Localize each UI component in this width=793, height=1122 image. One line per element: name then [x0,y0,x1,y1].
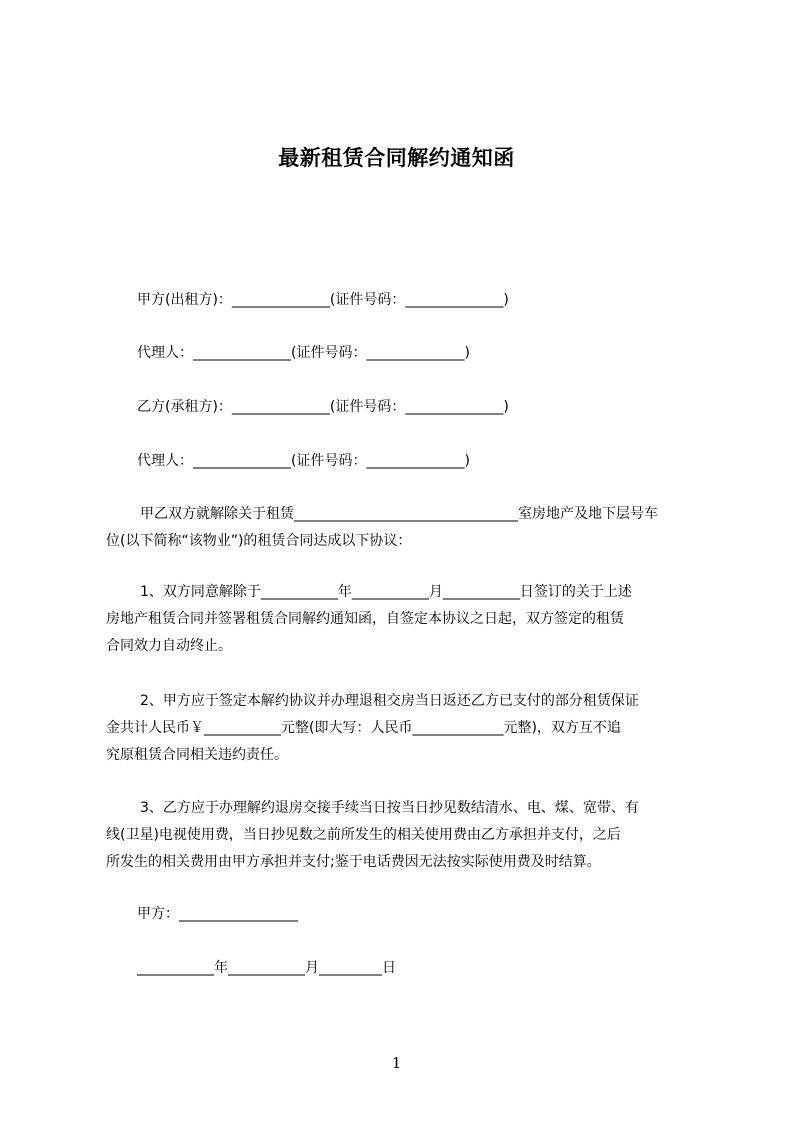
clause-1 [106,579,701,660]
intro-line: 位(以下简称“该物业”)的租赁合同达成以下协议： [106,533,412,549]
signature-date: ___________年___________月_________日 [137,960,396,976]
agent-a-field: 代理人：______________(证件号码：______________) [137,345,470,361]
signature-party-a: 甲方：_________________ [137,906,298,922]
document-title: 最新租赁合同解约通知函 [278,146,515,170]
clause-2 [106,688,701,769]
clause-3-line: 3、乙方应于办理解约退房交接手续当日按当日抄见数结清水、电、煤、宽带、有 [140,800,639,816]
clause-2-line: 究原租赁合同相关违约责任。 [106,747,288,763]
clause-1-line: 1、双方同意解除于___________年___________月___________日签订的关于上述 [140,584,632,600]
clause-1-line: 房地产租赁合同并签署租赁合同解约通知函，自签定本协议之日起，双方签定的租赁 [106,611,624,627]
clause-3-line: 所发生的相关费用由甲方承担并支付;鉴于电话费因无法按实际使用费及时结算。 [106,854,601,870]
intro-paragraph [106,501,701,555]
clause-1-line: 合同效力自动终止。 [106,638,232,654]
intro-line: 甲乙双方就解除关于租赁________________________________室房地产及地下层号车 [140,506,658,522]
party-b-field: 乙方(承租方)：______________(证件号码：______________) [137,399,509,415]
clause-3 [106,795,701,876]
clause-3-line: 线(卫星)电视使用费，当日抄见数之前所发生的相关使用费由乙方承担并支付，之后 [106,827,621,843]
clause-2-line: 2、甲方应于签定本解约协议并办理退租交房当日返还乙方已支付的部分租赁保证 [140,693,639,709]
clause-2-line: 金共计人民币￥___________元整(即大写：人民币_____________元整)，双方互不追 [106,720,621,736]
agent-b-field: 代理人：______________(证件号码：______________) [137,453,470,469]
party-a-field: 甲方(出租方)：______________(证件号码：______________) [137,292,509,308]
page-number: 1 [391,1054,402,1072]
